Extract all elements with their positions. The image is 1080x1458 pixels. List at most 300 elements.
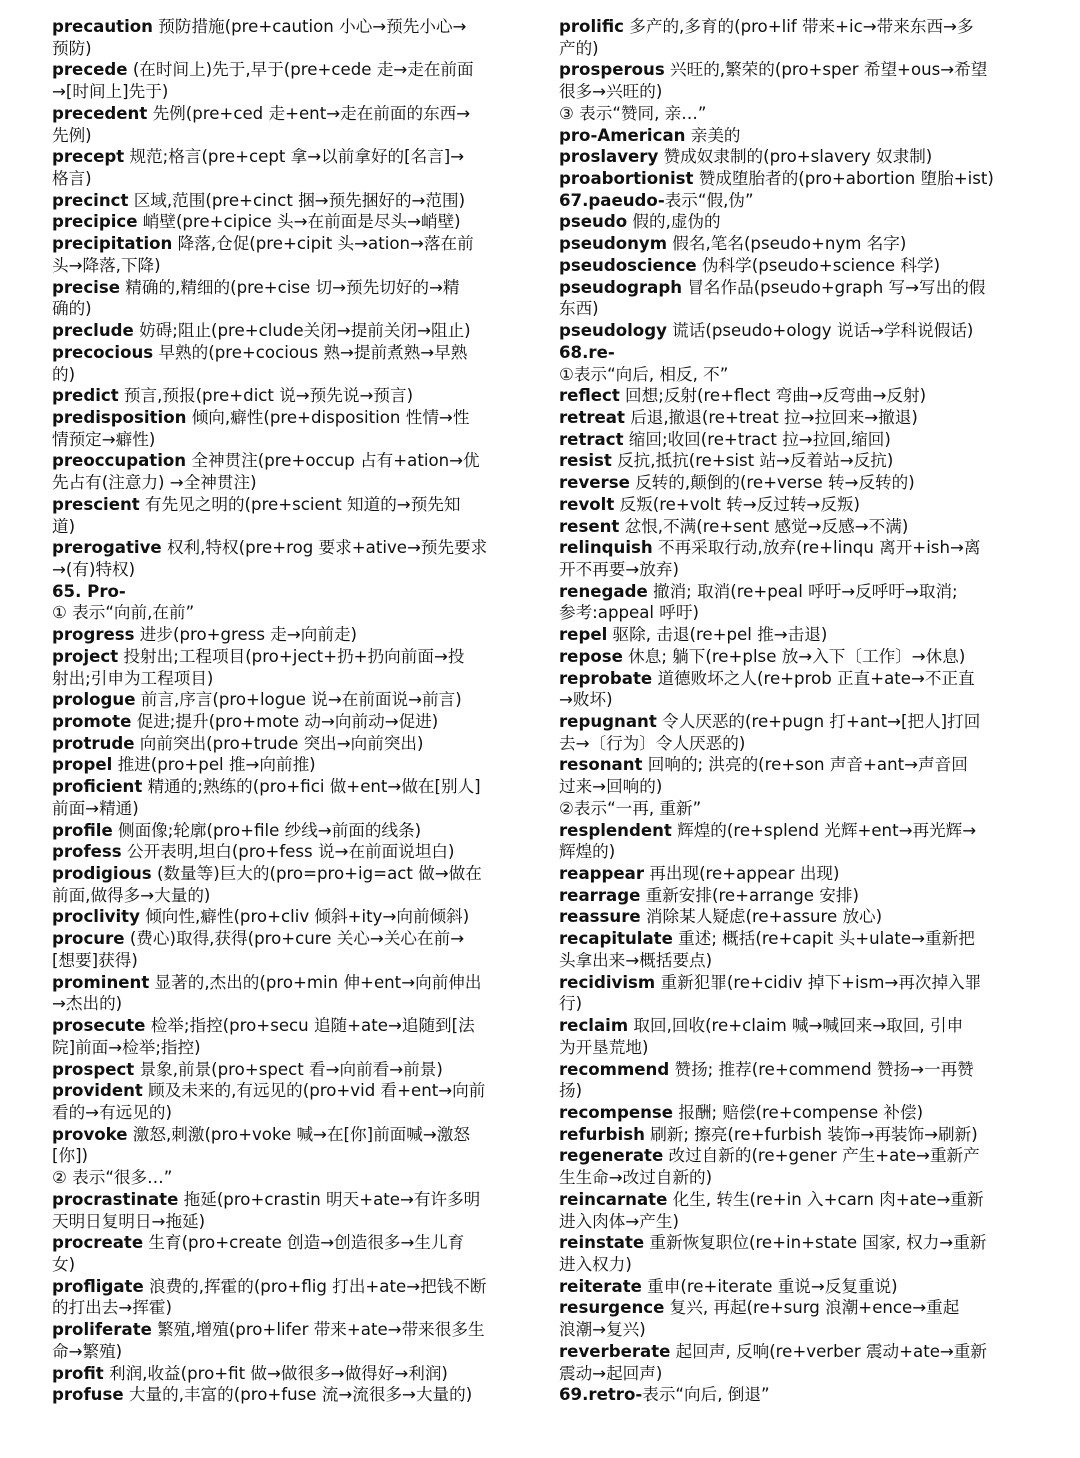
headword: proficient	[52, 777, 143, 797]
entry-reassure	[559, 906, 1031, 928]
headword: precept	[52, 147, 125, 167]
entry-continuation	[52, 125, 524, 147]
headword: reincarnate	[559, 1189, 668, 1209]
entry-reclaim	[559, 1015, 1031, 1037]
definition-text: 院]前面→检举;指控)	[52, 1037, 201, 1057]
definition-text: 头拿出来→概括要点)	[559, 950, 713, 970]
headword: retract	[559, 429, 624, 449]
headword: 65. Pro-	[52, 581, 126, 601]
definition-text: 为开垦荒地)	[559, 1037, 649, 1057]
definition-text: 推进(pro+pel 推→向前推)	[112, 755, 316, 775]
definition-text: 过来→回响的)	[559, 777, 663, 797]
entry-revolt	[559, 494, 1031, 516]
headword: recapitulate	[559, 929, 673, 949]
definition-text: 预言,预报(pre+dict 说→预先说→预言)	[118, 386, 414, 406]
entry-resent	[559, 516, 1031, 538]
entry-continuation	[559, 733, 1031, 755]
entry-reappear	[559, 863, 1031, 885]
definition-text: 情预定→癖性)	[52, 429, 156, 449]
entry-prerogative	[52, 537, 524, 559]
definition-text: 先例)	[52, 125, 92, 145]
headword: proslavery	[559, 147, 659, 167]
definition-text: 前面,做得多→大量的)	[52, 885, 211, 905]
entry-prosperous	[559, 59, 1031, 81]
headword: predict	[52, 386, 119, 406]
definition-text: 检举;指控(pro+secu 追随+ate→追随到[法	[145, 1016, 475, 1036]
definition-text: 反抗,抵抗(re+sist 站→反着站→反抗)	[611, 451, 894, 471]
entry-preoccupation	[52, 450, 524, 472]
definition-text: 的打出去→挥霍)	[52, 1298, 172, 1318]
definition-text: 格言)	[52, 169, 92, 189]
definition-text: 规范;格言(pre+cept 拿→以前拿好的[名言]→	[124, 147, 465, 167]
definition-text: 拖延(pro+crastin 明天+ate→有许多明	[178, 1189, 481, 1209]
headword: progress	[52, 625, 135, 645]
definition-text: 倾向性,癖性(pro+cliv 倾斜+ity→向前倾斜)	[139, 907, 470, 927]
entry-repose	[559, 646, 1031, 668]
headword: pro-American	[559, 125, 686, 145]
definition-text: 辉煌的)	[559, 842, 616, 862]
entry-proabortionist	[559, 168, 1031, 190]
definition-text: 景象,前景(pro+spect 看→向前看→前景)	[134, 1059, 443, 1079]
section-heading	[52, 581, 524, 603]
definition-text: 早熟的(pre+cocious 熟→提前煮熟→早熟	[153, 342, 468, 362]
entry-proclivity	[52, 906, 524, 928]
headword: precaution	[52, 17, 153, 36]
definition-text: 促进;提升(pro+mote 动→向前动→促进)	[131, 712, 439, 731]
entry-pseudonym	[559, 233, 1031, 255]
subsection-heading	[52, 602, 524, 624]
headword: precipice	[52, 212, 138, 232]
entry-resurgence	[559, 1297, 1031, 1319]
entry-resplendent	[559, 820, 1031, 842]
entry-provident	[52, 1080, 524, 1102]
definition-text: (费心)取得,获得(pro+cure 关心→关心在前→	[124, 929, 465, 949]
definition-text: 射出;引申为工程项目)	[52, 668, 214, 688]
headword: project	[52, 646, 119, 666]
definition-text: 天明日复明日→拖延)	[52, 1211, 206, 1231]
definition-text: (数量等)巨大的(pro=pro+ig=act 做→做在	[151, 864, 482, 884]
headword: pseudonym	[559, 234, 668, 254]
subsection-heading	[559, 103, 1031, 125]
entry-precise	[52, 277, 524, 299]
entry-precede	[52, 59, 524, 81]
definition-text: 回响的; 洪亮的(re+son 声音+ant→声音回	[642, 755, 968, 775]
definition-text: 重申(re+iterate 重说→反复重说)	[641, 1276, 898, 1296]
definition-text: 生生命→改过自新的)	[559, 1168, 713, 1188]
entry-precocious	[52, 342, 524, 364]
subsection-heading	[559, 364, 1031, 386]
entry-profile	[52, 820, 524, 842]
definition-text: →(有)特权)	[52, 559, 136, 579]
definition-text: ②表示“一再, 重新”	[559, 798, 702, 818]
headword: reinstate	[559, 1233, 645, 1253]
entry-pseudoscience	[559, 255, 1031, 277]
entry-profuse	[52, 1384, 524, 1406]
headword: precinct	[52, 190, 129, 210]
entry-continuation	[52, 472, 524, 494]
entry-procreate	[52, 1232, 524, 1254]
definition-text: ③ 表示“赞同, 亲…”	[559, 103, 707, 123]
subsection-heading	[559, 798, 1031, 820]
headword: reflect	[559, 386, 620, 406]
headword: profit	[52, 1363, 104, 1383]
headword: provident	[52, 1081, 143, 1101]
entry-continuation	[559, 38, 1031, 60]
definition-text: 利润,收益(pro+fit 做→做很多→做得好→利润)	[103, 1363, 448, 1383]
headword: prominent	[52, 972, 150, 992]
headword: provoke	[52, 1124, 128, 1144]
entry-recapitulate	[559, 928, 1031, 950]
definition-text: 有先见之明的(pre+scient 知道的→预先知	[139, 494, 461, 514]
entry-retreat	[559, 407, 1031, 429]
definition-text: 赞扬; 推荐(re+commend 赞扬→一再赞	[669, 1059, 974, 1079]
headword: relinquish	[559, 538, 653, 558]
headword: prospect	[52, 1059, 135, 1079]
section-heading	[559, 342, 1031, 364]
definition-text: 回想;反射(re+flect 弯曲→反弯曲→反射)	[619, 386, 927, 406]
headword: preoccupation	[52, 451, 187, 471]
entry-continuation	[52, 668, 524, 690]
definition-text: 预防措施(pre+caution 小心→预先小心→	[153, 17, 467, 36]
entry-continuation	[52, 1254, 524, 1276]
entry-renegade	[559, 581, 1031, 603]
entry-promote	[52, 711, 524, 733]
definition-text: 很多→兴旺的)	[559, 82, 663, 102]
definition-text: 峭壁(pre+cipice 头→在前面是尽头→峭壁)	[137, 212, 461, 232]
definition-text: 道)	[52, 516, 76, 536]
entry-continuation	[52, 559, 524, 581]
entry-prominent	[52, 972, 524, 994]
definition-text: 起回声, 反响(re+verber 震动+ate→重新	[670, 1341, 987, 1361]
definition-text: 重新犯罪(re+cidiv 掉下+ism→再次掉入罪	[655, 972, 982, 992]
headword: rearrage	[559, 885, 641, 905]
headword: predisposition	[52, 407, 187, 427]
definition-text: 妨碍;阻止(pre+clude关闭→提前关闭→阻止)	[133, 321, 471, 341]
entry-continuation	[52, 1102, 524, 1124]
definition-text: 头→降落,下降)	[52, 255, 161, 275]
definition-text: 令人厌恶的(re+pugn 打+ant→[把人]打回	[656, 712, 981, 731]
headword: resonant	[559, 755, 643, 775]
entry-relinquish	[559, 537, 1031, 559]
definition-text: 复兴, 再起(re+surg 浪潮+ence→重起	[664, 1298, 960, 1318]
definition-text: 区域,范围(pre+cinct 捆→预先捆好的→范围)	[128, 190, 466, 210]
entry-continuation	[52, 429, 524, 451]
headword: profuse	[52, 1385, 124, 1405]
definition-text: 多产的,多育的(pro+lif 带来+ic→带来东西→多	[623, 17, 974, 36]
entry-recidivism	[559, 972, 1031, 994]
entry-precaution	[52, 16, 524, 38]
entry-precinct	[52, 190, 524, 212]
definition-text: 前面→精通)	[52, 798, 139, 818]
definition-text: 后退,撤退(re+treat 拉→拉回来→撤退)	[624, 407, 918, 427]
definition-text: 扬)	[559, 1081, 583, 1101]
definition-text: 冒名作品(pseudo+graph 写→写出的假	[682, 277, 986, 297]
headword: procure	[52, 929, 125, 949]
headword: proabortionist	[559, 169, 694, 189]
headword: pseudograph	[559, 277, 683, 297]
headword: profligate	[52, 1276, 144, 1296]
entry-prosecute	[52, 1015, 524, 1037]
entry-continuation	[559, 1319, 1031, 1341]
entry-continuation	[52, 38, 524, 60]
entry-proliferate	[52, 1319, 524, 1341]
entry-prodigious	[52, 863, 524, 885]
definition-text: 重述; 概括(re+capit 头+ulate→重新把	[672, 929, 975, 949]
definition-text: 假名,笔名(pseudo+nym 名字)	[667, 234, 907, 254]
entry-propel	[52, 754, 524, 776]
entry-recompense	[559, 1102, 1031, 1124]
definition-text: 刷新; 擦亮(re+furbish 装饰→再装饰→刷新)	[644, 1124, 978, 1144]
headword: recompense	[559, 1102, 674, 1122]
entry-continuation	[559, 559, 1031, 581]
definition-text: 激怒,刺激(pro+voke 喊→在[你]前面喊→激怒	[127, 1124, 470, 1144]
headword: 68.re-	[559, 342, 615, 362]
entry-continuation	[52, 298, 524, 320]
headword: precipitation	[52, 234, 173, 254]
definition-text: 赞成堕胎者的(pro+abortion 堕胎+ist)	[693, 169, 994, 189]
entry-continuation	[559, 841, 1031, 863]
headword: retreat	[559, 407, 625, 427]
definition-text: 先例(pre+ced 走+ent→走在前面的东西→	[147, 103, 471, 123]
headword: prologue	[52, 690, 136, 710]
definition-text: 表示“假,伪”	[664, 190, 754, 210]
definition-text: 向前突出(pro+trude 突出→向前突出)	[134, 733, 424, 753]
entry-proficient	[52, 776, 524, 798]
headword: procrastinate	[52, 1189, 179, 1209]
definition-text: 辉煌的(re+splend 光辉+ent→再光辉→	[671, 820, 977, 840]
entry-prescient	[52, 494, 524, 516]
entry-reverberate	[559, 1341, 1031, 1363]
definition-text: 去→〔行为〕令人厌恶的)	[559, 733, 746, 753]
headword: resplendent	[559, 820, 672, 840]
definition-text: 亲美的	[685, 125, 741, 145]
entry-predisposition	[52, 407, 524, 429]
entry-proslavery	[559, 146, 1031, 168]
entry-pseudology	[559, 320, 1031, 342]
definition-text: 假的,虚伪的	[627, 212, 721, 232]
definition-text: 看的→有远见的)	[52, 1102, 172, 1122]
definition-text: 精确的,精细的(pre+cise 切→预先切好的→精	[119, 277, 460, 297]
definition-text: 不再采取行动,放弃(re+linqu 离开+ish→离	[652, 538, 981, 558]
definition-text: 东西)	[559, 299, 599, 319]
definition-text: 重新恢复职位(re+in+state 国家, 权力→重新	[644, 1233, 987, 1253]
definition-text: 赞成奴隶制的(pro+slavery 奴隶制)	[658, 147, 933, 167]
entry-provoke	[52, 1124, 524, 1146]
definition-text: 驱除, 击退(re+pel 推→击退)	[607, 625, 828, 645]
definition-text: 再出现(re+appear 出现)	[644, 864, 840, 884]
definition-text: 降落,仓促(pre+cipit 头→ation→落在前	[172, 234, 474, 254]
definition-text: 兴旺的,繁荣的(pro+sper 希望+ous→希望	[664, 60, 988, 80]
headword: refurbish	[559, 1124, 645, 1144]
entry-continuation	[559, 1037, 1031, 1059]
entry-continuation	[52, 1341, 524, 1363]
entry-continuation	[52, 950, 524, 972]
definition-text: 撤消; 取消(re+peal 呼吁→反呼吁→取消;	[647, 581, 958, 601]
definition-text: 谎话(pseudo+ology 说话→学科说假话)	[666, 321, 974, 341]
headword: reclaim	[559, 1016, 629, 1036]
definition-text: 道德败坏之人(re+prob 正直+ate→不正直	[652, 668, 975, 688]
definition-text: 预防)	[52, 38, 92, 58]
entry-prospect	[52, 1059, 524, 1081]
definition-text: 侧面像;轮廓(pro+file 纱线→前面的线条)	[112, 820, 422, 840]
left-column	[52, 16, 524, 1406]
entry-profess	[52, 841, 524, 863]
headword: precise	[52, 277, 120, 297]
entry-predict	[52, 385, 524, 407]
definition-text: →杰出的)	[52, 994, 123, 1014]
entry-continuation	[559, 950, 1031, 972]
definition-text: 重新安排(re+arrange 安排)	[640, 885, 859, 905]
definition-text: 顾及未来的,有远见的(pro+vid 看+ent→向前	[142, 1081, 486, 1101]
headword: profile	[52, 820, 113, 840]
headword: pseudo	[559, 212, 628, 232]
entry-continuation	[559, 776, 1031, 798]
headword: recommend	[559, 1059, 670, 1079]
entry-continuation	[52, 1145, 524, 1167]
definition-text: ② 表示“很多…”	[52, 1168, 173, 1188]
headword: renegade	[559, 581, 648, 601]
entry-progress	[52, 624, 524, 646]
headword: prolific	[559, 17, 624, 36]
definition-text: 行)	[559, 994, 583, 1014]
headword: resurgence	[559, 1298, 665, 1318]
headword: profess	[52, 842, 122, 862]
headword: prodigious	[52, 864, 152, 884]
definition-text: 繁殖,增殖(pro+lifer 带来+ate→带来很多生	[151, 1320, 485, 1340]
entry-continuation	[52, 798, 524, 820]
headword: regenerate	[559, 1146, 664, 1166]
headword: repel	[559, 625, 608, 645]
headword: reverberate	[559, 1341, 671, 1361]
definition-text: 开不再要→放弃)	[559, 559, 679, 579]
section-heading	[559, 1384, 1031, 1406]
headword: revolt	[559, 494, 615, 514]
definition-text: 忿恨,不满(re+sent 感觉→反感→不满)	[619, 516, 909, 536]
entry-continuation	[559, 1211, 1031, 1233]
definition-text: 进入肉体→产生)	[559, 1211, 679, 1231]
entry-precedent	[52, 103, 524, 125]
definition-text: ①表示“向后, 相反, 不”	[559, 364, 729, 384]
entry-continuation	[52, 1037, 524, 1059]
headword: resent	[559, 516, 620, 536]
entry-prolific	[559, 16, 1031, 38]
entry-continuation	[559, 993, 1031, 1015]
definition-text: 化生, 转生(re+in 入+carn 肉+ate→重新	[667, 1189, 984, 1209]
headword: precedent	[52, 103, 148, 123]
definition-text: 进步(pro+gress 走→向前走)	[134, 625, 358, 645]
headword: proclivity	[52, 907, 140, 927]
headword: pseudoscience	[559, 255, 697, 275]
headword: procreate	[52, 1233, 144, 1253]
entry-resonant	[559, 754, 1031, 776]
definition-text: 大量的,丰富的(pro+fuse 流→流很多→大量的)	[123, 1385, 473, 1405]
entry-continuation	[52, 1297, 524, 1319]
entry-precipitation	[52, 233, 524, 255]
entry-continuation	[559, 81, 1031, 103]
definition-text: ① 表示“向前,在前”	[52, 603, 195, 623]
entry-profligate	[52, 1276, 524, 1298]
entry-reinstate	[559, 1232, 1031, 1254]
headword: pseudology	[559, 321, 667, 341]
entry-continuation	[559, 1254, 1031, 1276]
entry-retract	[559, 429, 1031, 451]
entry-continuation	[52, 993, 524, 1015]
entry-continuation	[559, 1080, 1031, 1102]
entry-rearrage	[559, 885, 1031, 907]
definition-text: 显著的,杰出的(pro+min 伸+ent→向前伸出	[149, 972, 482, 992]
entry-protrude	[52, 733, 524, 755]
entry-continuation	[52, 364, 524, 386]
headword: reverse	[559, 473, 630, 493]
headword: prerogative	[52, 538, 162, 558]
definition-text: 公开表明,坦白(pro+fess 说→在前面说坦白)	[121, 842, 455, 862]
headword: reprobate	[559, 668, 653, 688]
entry-precipice	[52, 211, 524, 233]
definition-text: 休息; 躺下(re+plse 放→入下〔工作〕→休息)	[622, 646, 966, 666]
entry-continuation	[559, 602, 1031, 624]
definition-text: 产的)	[559, 38, 599, 58]
definition-text: 全神贯注(pre+occup 占有+ation→优	[186, 451, 480, 471]
entry-continuation	[52, 1211, 524, 1233]
entry-continuation	[52, 81, 524, 103]
entry-continuation	[52, 255, 524, 277]
entry-prologue	[52, 689, 524, 711]
entry-pseudo	[559, 211, 1031, 233]
entry-continuation	[52, 885, 524, 907]
definition-text: 震动→起回声)	[559, 1363, 663, 1383]
headword: protrude	[52, 733, 135, 753]
entry-project	[52, 646, 524, 668]
definition-text: 表示“向后, 倒退”	[642, 1385, 770, 1405]
entry-reprobate	[559, 668, 1031, 690]
entry-continuation	[559, 298, 1031, 320]
headword: preclude	[52, 321, 134, 341]
definition-text: 确的)	[52, 299, 92, 319]
definition-text: 反转的,颠倒的(re+verse 转→反转的)	[629, 473, 915, 493]
entry-continuation	[559, 689, 1031, 711]
definition-text: →[时间上]先于)	[52, 82, 169, 102]
entry-profit	[52, 1363, 524, 1385]
headword: reiterate	[559, 1276, 642, 1296]
definition-text: 浪潮→复兴)	[559, 1320, 646, 1340]
headword: prosperous	[559, 60, 665, 80]
entry-continuation	[52, 516, 524, 538]
definition-text: 命→繁殖)	[52, 1341, 123, 1361]
entry-continuation	[559, 1363, 1031, 1385]
headword: reappear	[559, 864, 645, 884]
headword: proliferate	[52, 1320, 152, 1340]
definition-text: 前言,序言(pro+logue 说→在前面说→前言)	[135, 690, 462, 710]
definition-text: 进入权力)	[559, 1254, 632, 1274]
definition-text: 取回,回收(re+claim 喊→喊回来→取回, 引申	[628, 1016, 964, 1036]
definition-text: 消除某人疑虑(re+assure 放心)	[640, 907, 883, 927]
definition-text: 报酬; 赔偿(re+compense 补偿)	[673, 1102, 924, 1122]
entry-continuation	[559, 1167, 1031, 1189]
entry-repugnant	[559, 711, 1031, 733]
definition-text: [你])	[52, 1146, 89, 1166]
entry-reincarnate	[559, 1189, 1031, 1211]
definition-text: 先占有(注意力) →全神贯注)	[52, 473, 257, 493]
entry-pro-american	[559, 125, 1031, 147]
entry-preclude	[52, 320, 524, 342]
definition-text: 参考:appeal 呼吁)	[559, 603, 699, 623]
entry-recommend	[559, 1059, 1031, 1081]
headword: propel	[52, 755, 113, 775]
headword: repose	[559, 646, 623, 666]
entry-refurbish	[559, 1124, 1031, 1146]
definition-text: 女)	[52, 1254, 76, 1274]
headword: recidivism	[559, 972, 656, 992]
